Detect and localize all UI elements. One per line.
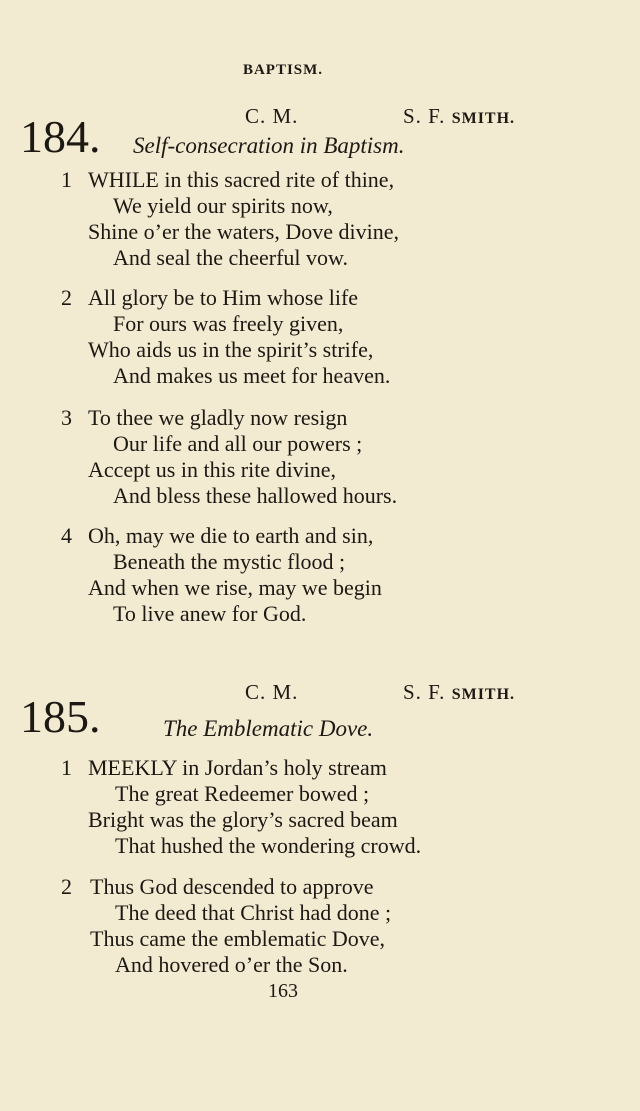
hymn-meter: C. M. [245, 104, 299, 128]
verse-line: To thee we gladly now resign [88, 405, 348, 430]
hymn-number: 184. [20, 111, 101, 162]
verse-line: Thus God descended to approve [90, 874, 374, 899]
verse-number: 1 [61, 167, 72, 192]
hymn-author [403, 680, 515, 705]
verse-line: Accept us in this rite divine, [88, 457, 337, 482]
author-surname: SMITH. [451, 686, 516, 703]
running-head: BAPTISM. [242, 62, 324, 78]
verse-line: And bless these hallowed hours. [113, 483, 398, 508]
verse-line: Bright was the glory’s sacred beam [88, 807, 398, 832]
author-initials: S. F. [403, 680, 446, 704]
hymn-meter: C. M. [245, 680, 299, 704]
hymn-author [403, 104, 515, 129]
hymn-title: The Emblematic Dove. [163, 716, 374, 741]
verse-line: The great Redeemer bowed ; [115, 781, 370, 806]
verse-number: 3 [61, 405, 72, 430]
verse-line: To live anew for God. [113, 601, 307, 626]
hymn-number: 185. [20, 691, 101, 742]
author-surname: SMITH. [451, 110, 516, 127]
verse-line: Beneath the mystic flood ; [113, 549, 346, 574]
verse-line: Our life and all our powers ; [113, 431, 363, 456]
author-initials: S. F. [403, 104, 446, 128]
verse-number: 4 [61, 523, 72, 548]
verse-line: Shine o’er the waters, Dove divine, [88, 219, 399, 244]
verse-line: Oh, may we die to earth and sin, [88, 523, 374, 548]
verse-line: For ours was freely given, [113, 311, 344, 336]
verse-line: That hushed the wondering crowd. [115, 833, 422, 858]
verse-number: 1 [61, 755, 72, 780]
verse-line: All glory be to Him whose life [88, 285, 359, 310]
verse-line: And when we rise, may we begin [88, 575, 382, 600]
verse-line: And hovered o’er the Son. [115, 952, 348, 977]
verse-line: MEEKLY in Jordan’s holy stream [88, 755, 387, 780]
verse-line: We yield our spirits now, [113, 193, 333, 218]
verse-number: 2 [61, 874, 72, 899]
verse-line: WHILE in this sacred rite of thine, [88, 167, 395, 192]
verse-line: And seal the cheerful vow. [113, 245, 348, 270]
verse-line: Who aids us in the spirit’s strife, [88, 337, 374, 362]
verse-number: 2 [61, 285, 72, 310]
hymn-title: Self-consecration in Baptism. [133, 133, 405, 158]
verse-line: And makes us meet for heaven. [113, 363, 391, 388]
page-number: 163 [268, 980, 298, 1002]
verse-line: The deed that Christ had done ; [115, 900, 392, 925]
verse-line: Thus came the emblematic Dove, [90, 926, 386, 951]
